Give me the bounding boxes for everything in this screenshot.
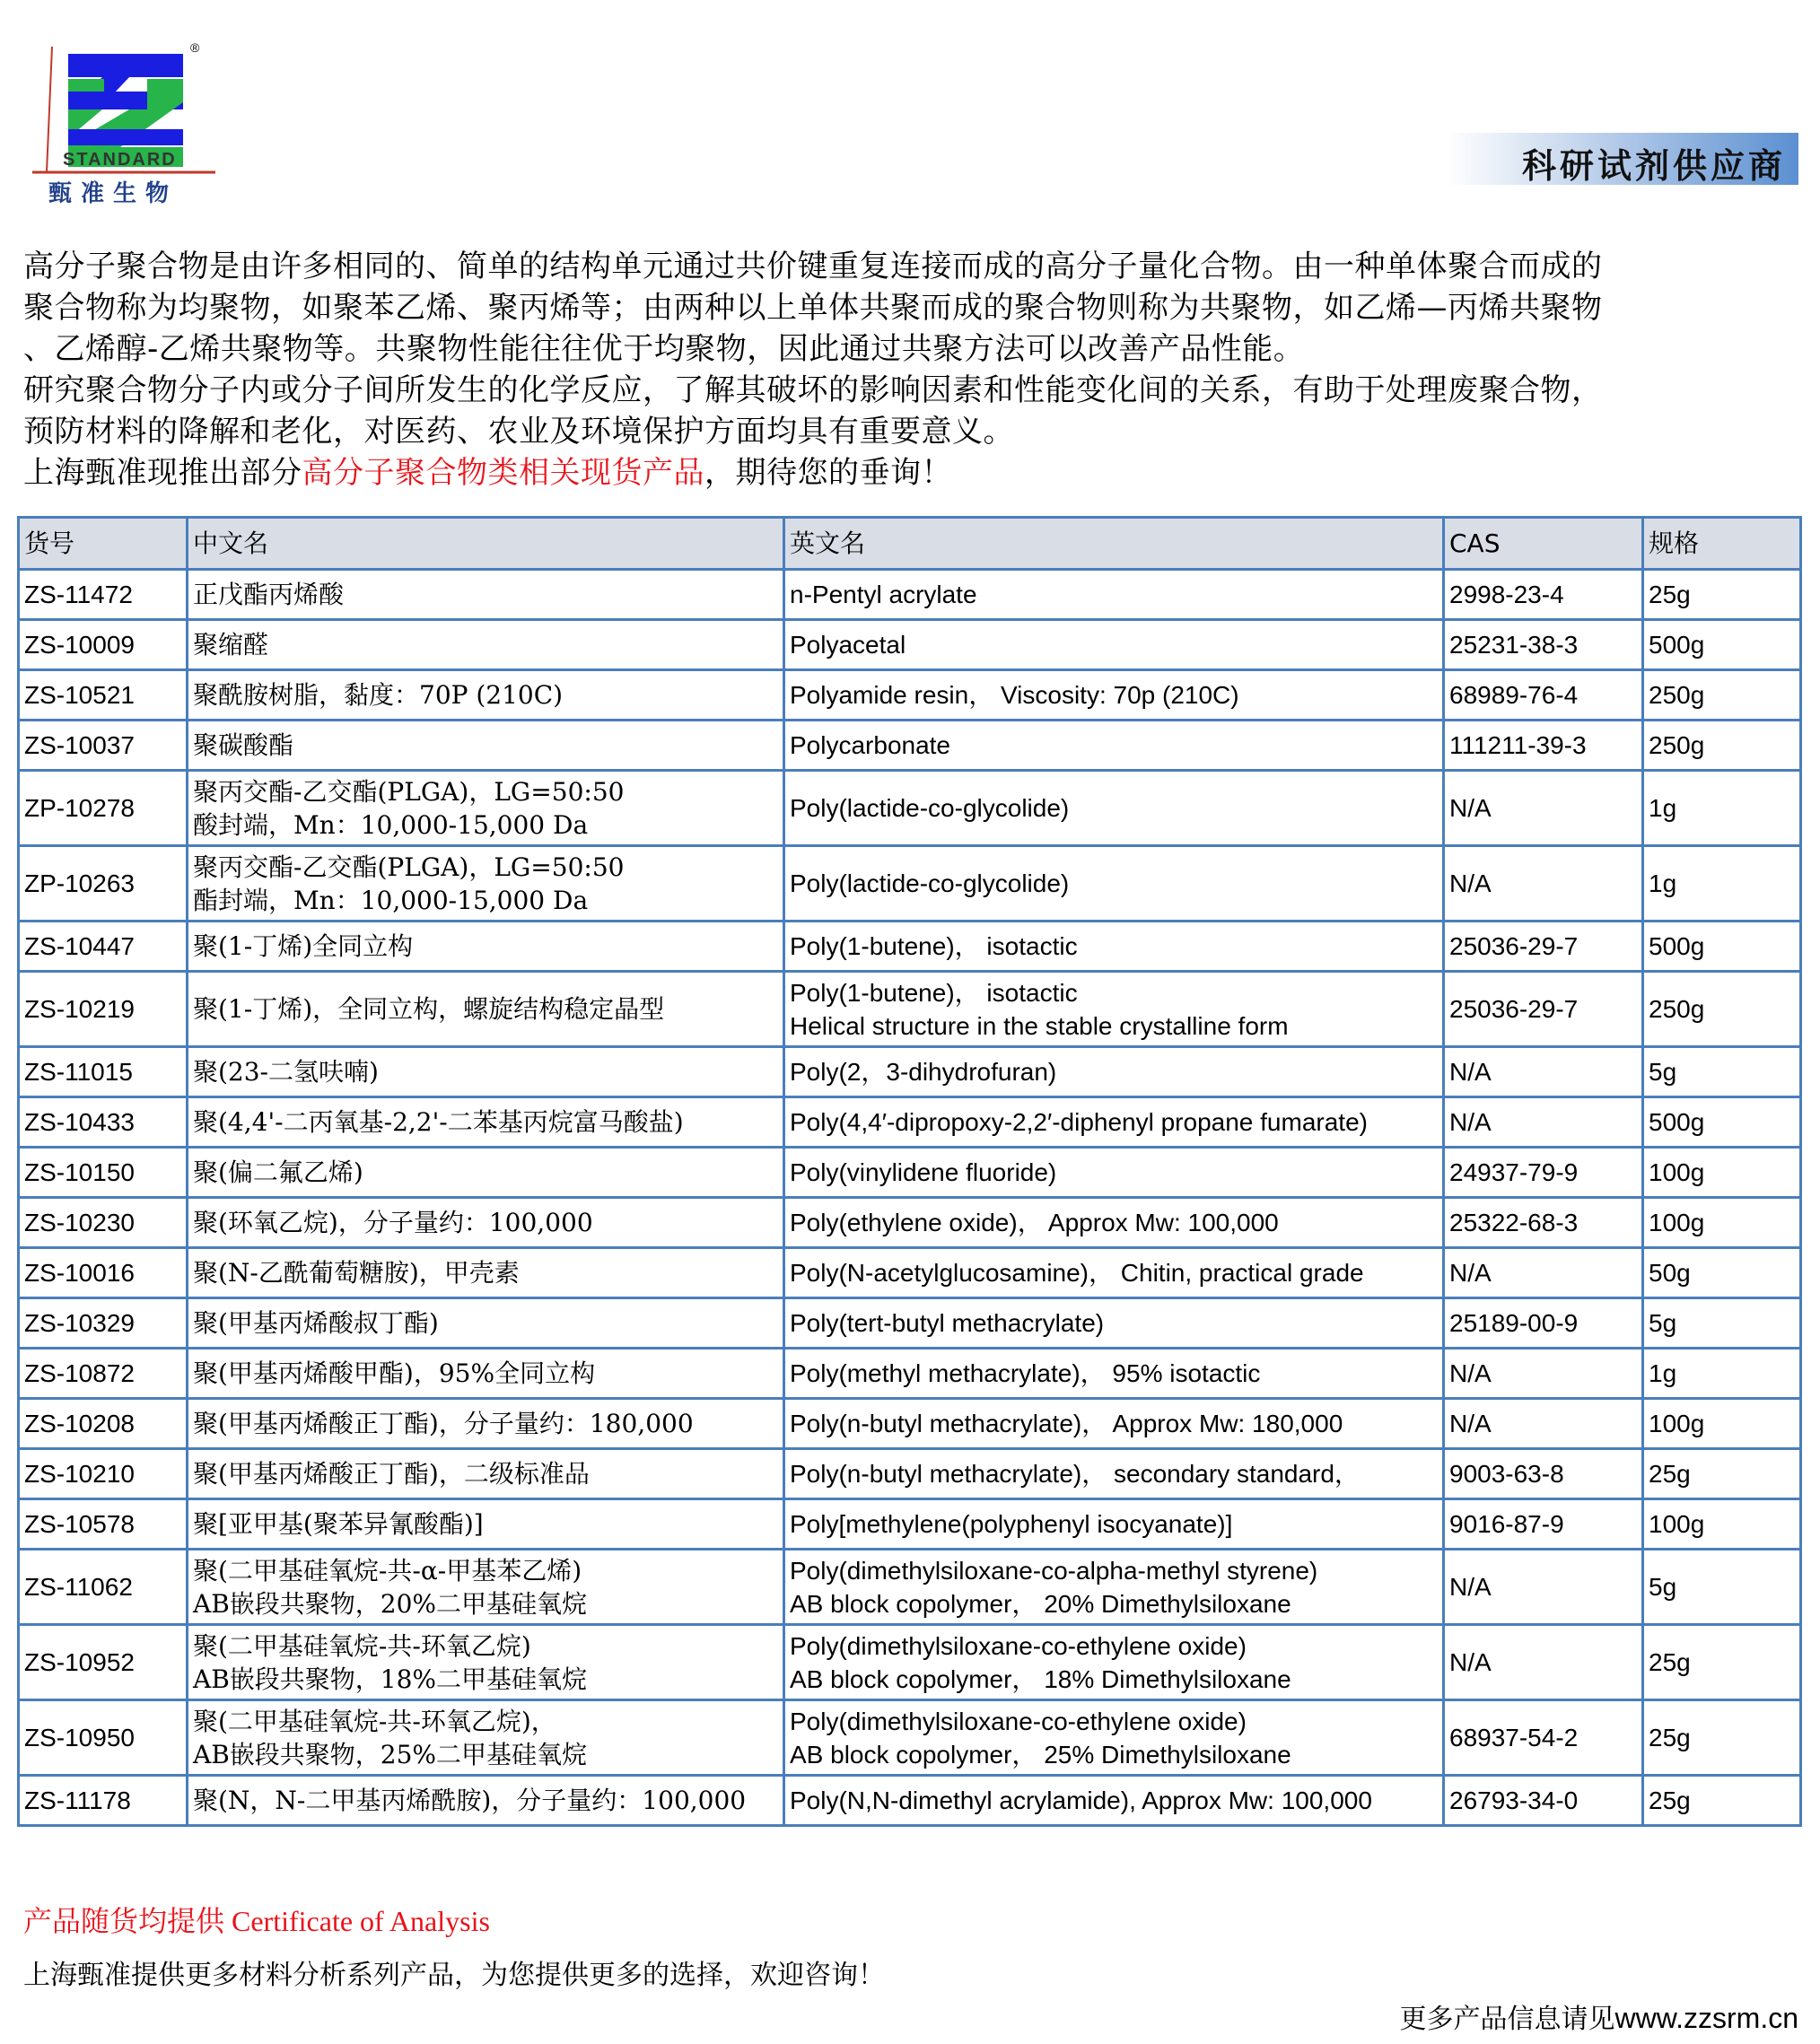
- cell-cn-name-line: 聚(二甲基硅氧烷-共-环氧乙烷): [193, 1630, 531, 1661]
- supplier-banner: [1447, 133, 1798, 185]
- cell-spec-line: 5g: [1649, 1573, 1677, 1601]
- cell-cas-line: 25189-00-9: [1449, 1309, 1579, 1337]
- cell-cas-line: 9003-63-8: [1449, 1460, 1564, 1488]
- cell-cn-name-line: 聚(23-二氢呋喃): [193, 1057, 379, 1087]
- cell-cas: [1444, 570, 1643, 620]
- cell-cas: [1444, 1097, 1643, 1148]
- cell-cas: [1444, 1298, 1643, 1349]
- table-row: [19, 1700, 1801, 1776]
- cell-id-line: ZS-10037: [24, 731, 135, 759]
- cell-cas-line: 68937-54-2: [1449, 1724, 1579, 1751]
- cell-id-line: ZS-11472: [24, 581, 133, 608]
- cell-id-line: ZS-10230: [24, 1209, 135, 1236]
- cell-cas-line: 68989-76-4: [1449, 681, 1579, 709]
- cell-en-name-line: AB block copolymer， 25% Dimethylsiloxane: [790, 1740, 1291, 1769]
- cell-cn-name-line: 酯封端，Mn：10,000-15,000 Da: [193, 885, 589, 915]
- cell-id-line: ZS-10950: [24, 1724, 135, 1751]
- cell-id: [19, 972, 188, 1047]
- cell-cn-name-line: 聚(环氧乙烷)，分子量约：100,000: [193, 1208, 593, 1237]
- cell-cn-name: [188, 620, 784, 670]
- cell-id: [19, 846, 188, 922]
- cell-cn-name: [188, 771, 784, 846]
- cell-en-name-line: Polyacetal: [790, 631, 906, 659]
- cell-en-name-line: Poly(tert-butyl methacrylate): [790, 1309, 1105, 1337]
- cell-cas: [1444, 1625, 1643, 1700]
- cell-en-name: [784, 1399, 1444, 1449]
- cell-cn-name-line: 聚丙交酯-乙交酯(PLGA)，LG=50:50: [193, 852, 625, 882]
- table-row: [19, 771, 1801, 846]
- banner-text: 科研试剂供应商: [1521, 145, 1786, 186]
- cell-cn-name-line: 正戊酯丙烯酸: [193, 580, 345, 609]
- cell-id: [19, 1700, 188, 1776]
- cell-cn-name: [188, 972, 784, 1047]
- cell-id: [19, 721, 188, 771]
- cell-en-name: [784, 1248, 1444, 1298]
- table-row: [19, 1298, 1801, 1349]
- cell-spec: [1643, 1776, 1801, 1826]
- cell-id-line: ZS-11015: [24, 1058, 133, 1086]
- cell-en-name-line: n-Pentyl acrylate: [790, 581, 977, 608]
- cell-spec-line: 100g: [1649, 1209, 1705, 1236]
- cell-cn-name-line: 聚(1-丁烯)，全同立构，螺旋结构稳定晶型: [193, 994, 665, 1024]
- cell-cn-name: [188, 922, 784, 972]
- intro-line: 研究聚合物分子内或分子间所发生的化学反应，了解其破坏的影响因素和性能变化间的关系，有助于处理废聚合物，: [23, 372, 1603, 408]
- cell-cas: [1444, 1700, 1643, 1776]
- cell-cn-name: [188, 1148, 784, 1198]
- cell-cn-name-line: 聚(N，N-二甲基丙烯酰胺)，分子量约：100,000: [193, 1786, 747, 1815]
- cell-en-name-line: Poly(dimethylsiloxane-co-alpha-methyl styrene): [790, 1556, 1318, 1585]
- cell-cn-name-line: 聚(1-丁烯)全同立构: [193, 931, 414, 961]
- cell-cas: [1444, 1349, 1643, 1399]
- cell-id-line: ZS-10578: [24, 1510, 135, 1538]
- cell-id: [19, 771, 188, 846]
- cell-spec-line: 5g: [1649, 1309, 1677, 1337]
- cell-cas-line: N/A: [1449, 869, 1492, 897]
- website-link[interactable]: www.zzsrm.cn: [1614, 2002, 1798, 2034]
- cell-cn-name-line: AB嵌段共聚物，18%二甲基硅氧烷: [193, 1664, 588, 1694]
- cell-cas: [1444, 1148, 1643, 1198]
- cell-id: [19, 1148, 188, 1198]
- cell-en-name-line: Poly(N-acetylglucosamine)， Chitin, practical grade: [790, 1259, 1364, 1287]
- cell-id: [19, 570, 188, 620]
- cell-id: [19, 1298, 188, 1349]
- cell-spec-line: 25g: [1649, 1786, 1691, 1814]
- cell-en-name: [784, 771, 1444, 846]
- cell-spec-line: 500g: [1649, 1108, 1705, 1136]
- cell-spec: [1643, 1700, 1801, 1776]
- cell-en-name: [784, 620, 1444, 670]
- cell-cn-name-line: 聚碳酸酯: [193, 730, 294, 760]
- table-row: [19, 1349, 1801, 1399]
- cell-en-name: [784, 972, 1444, 1047]
- cell-id-line: ZS-10016: [24, 1259, 135, 1287]
- cell-spec: [1643, 1047, 1801, 1097]
- cell-cn-name-line: 聚丙交酯-乙交酯(PLGA)，LG=50:50: [193, 776, 625, 807]
- cell-spec: [1643, 721, 1801, 771]
- cell-cn-name: [188, 1625, 784, 1700]
- cell-spec-line: 100g: [1649, 1158, 1705, 1186]
- cell-cn-name: [188, 570, 784, 620]
- cell-spec: [1643, 620, 1801, 670]
- cell-id: [19, 922, 188, 972]
- coa-note: 产品随货均提供 Certificate of Analysis: [23, 1905, 490, 1937]
- cell-id-line: ZP-10278: [24, 794, 135, 822]
- cell-id: [19, 1449, 188, 1499]
- cell-en-name-line: Poly(N,N-dimethyl acrylamide), Approx Mw: 100,000: [790, 1786, 1372, 1814]
- cell-cn-name-line: 聚(甲基丙烯酸叔丁酯): [193, 1308, 439, 1338]
- cell-spec: [1643, 670, 1801, 721]
- table-row: [19, 1148, 1801, 1198]
- cell-spec-line: 1g: [1649, 794, 1677, 822]
- cell-spec: [1643, 1625, 1801, 1700]
- cell-en-name-line: Poly(n-butyl methacrylate)， Approx Mw: 180,000: [790, 1410, 1343, 1437]
- cell-en-name-line: Poly(2，3-dihydrofuran): [790, 1058, 1057, 1086]
- cell-en-name: [784, 1148, 1444, 1198]
- cell-spec: [1643, 922, 1801, 972]
- cell-id-line: ZS-10329: [24, 1309, 135, 1337]
- table-row: [19, 1625, 1801, 1700]
- cell-cas: [1444, 1047, 1643, 1097]
- table-row: [19, 1550, 1801, 1625]
- website-prefix: 更多产品信息请见: [1399, 2004, 1615, 2035]
- cell-spec-line: 100g: [1649, 1510, 1705, 1538]
- cell-spec: [1643, 972, 1801, 1047]
- cell-id: [19, 1625, 188, 1700]
- cell-en-name-line: Poly(dimethylsiloxane-co-ethylene oxide): [790, 1631, 1247, 1660]
- more-products-note: 上海甄准提供更多材料分析系列产品，为您提供更多的选择，欢迎咨询！: [23, 1960, 885, 1991]
- cell-cas-line: 111211-39-3: [1449, 731, 1587, 759]
- table-row: [19, 846, 1801, 922]
- cell-cn-name: [188, 1399, 784, 1449]
- cell-cn-name: [188, 1499, 784, 1550]
- cell-en-name: [784, 1499, 1444, 1550]
- cell-id-line: ZS-10521: [24, 681, 135, 709]
- cell-id: [19, 1776, 188, 1826]
- cell-cas-line: N/A: [1449, 1058, 1492, 1086]
- cell-spec-line: 25g: [1649, 1724, 1691, 1751]
- cell-cn-name-line: AB嵌段共聚物，25%二甲基硅氧烷: [193, 1739, 588, 1769]
- cell-cn-name: [188, 1047, 784, 1097]
- cell-en-name-line: Helical structure in the stable crystalline form: [790, 1011, 1289, 1040]
- cell-cas: [1444, 1550, 1643, 1625]
- cell-en-name-line: Poly(dimethylsiloxane-co-ethylene oxide): [790, 1707, 1247, 1735]
- table-row: [19, 1776, 1801, 1826]
- cell-en-name: [784, 570, 1444, 620]
- table-row: [19, 1399, 1801, 1449]
- cell-en-name-line: Poly(vinylidene fluoride): [790, 1158, 1057, 1186]
- website-note: [1400, 1996, 1798, 2036]
- cell-id: [19, 1550, 188, 1625]
- cell-en-name: [784, 1550, 1444, 1625]
- cell-id: [19, 670, 188, 721]
- cell-cas-line: N/A: [1449, 1108, 1492, 1136]
- cell-cn-name: [188, 846, 784, 922]
- cell-spec: [1643, 1097, 1801, 1148]
- cell-id: [19, 1198, 188, 1248]
- cell-cas-line: N/A: [1449, 794, 1492, 822]
- cell-en-name: [784, 1349, 1444, 1399]
- cell-id-line: ZS-11062: [24, 1573, 133, 1601]
- cell-cas-line: 25036-29-7: [1449, 995, 1579, 1023]
- cell-spec-line: 25g: [1649, 1648, 1691, 1676]
- cell-cas-line: 26793-34-0: [1449, 1786, 1579, 1814]
- cell-cn-name: [188, 670, 784, 721]
- cell-spec: [1643, 1550, 1801, 1625]
- cell-id-line: ZS-10150: [24, 1158, 135, 1186]
- cell-spec: [1643, 570, 1801, 620]
- cell-spec: [1643, 1349, 1801, 1399]
- cell-spec-line: 250g: [1649, 731, 1705, 759]
- intro-line: 聚合物称为均聚物，如聚苯乙烯、聚丙烯等；由两种以上单体共聚而成的聚合物则称为共聚物，如乙烯—丙烯共聚物: [23, 290, 1603, 326]
- cell-cas: [1444, 620, 1643, 670]
- cell-cn-name-line: 聚(二甲基硅氧烷-共-环氧乙烷)，: [193, 1706, 556, 1736]
- cell-en-name: [784, 846, 1444, 922]
- cell-cn-name-line: 聚(甲基丙烯酸正丁酯)，分子量约：180,000: [193, 1409, 694, 1438]
- cell-id: [19, 1499, 188, 1550]
- cell-id-line: ZP-10263: [24, 869, 135, 897]
- cell-cn-name: [188, 1550, 784, 1625]
- cell-en-name-line: Poly(n-butyl methacrylate)， secondary standard，: [790, 1460, 1360, 1488]
- cell-cas-line: N/A: [1449, 1410, 1492, 1437]
- table-row: [19, 1499, 1801, 1550]
- cell-en-name: [784, 1625, 1444, 1700]
- promo-highlight: 高分子聚合物类相关现货产品: [302, 455, 704, 491]
- cell-en-name-line: Polyamide resin， Viscosity: 70p (210C): [790, 681, 1239, 709]
- cell-id-line: ZS-10952: [24, 1648, 135, 1676]
- cell-spec-line: 250g: [1649, 681, 1705, 709]
- cell-spec: [1643, 1499, 1801, 1550]
- cell-cas: [1444, 771, 1643, 846]
- intro-paragraph: [23, 246, 1809, 494]
- cell-cas-line: N/A: [1449, 1573, 1492, 1601]
- header-spec: 规格: [1643, 518, 1801, 570]
- cell-spec-line: 500g: [1649, 631, 1705, 659]
- cell-id-line: ZS-10208: [24, 1410, 135, 1437]
- company-logo: [31, 39, 215, 210]
- cell-spec: [1643, 1248, 1801, 1298]
- cell-cas-line: 25322-68-3: [1449, 1209, 1579, 1236]
- cell-spec-line: 50g: [1649, 1259, 1691, 1287]
- table-row: [19, 620, 1801, 670]
- cell-cas-line: N/A: [1449, 1259, 1492, 1287]
- cell-cas-line: 9016-87-9: [1449, 1510, 1564, 1538]
- cell-cas-line: 2998-23-4: [1449, 581, 1564, 608]
- cell-id-line: ZS-10433: [24, 1108, 135, 1136]
- promo-suffix: ，期待您的垂询！: [704, 455, 952, 491]
- intro-line: 、乙烯醇-乙烯共聚物等。共聚物性能往往优于均聚物，因此通过共聚方法可以改善产品性能。: [23, 331, 1305, 367]
- cell-id-line: ZS-11178: [24, 1786, 131, 1814]
- cell-spec: [1643, 1298, 1801, 1349]
- intro-line: 高分子聚合物是由许多相同的、简单的结构单元通过共价键重复连接而成的高分子量化合物。由一种单体聚合而成的: [23, 249, 1603, 284]
- cell-cn-name-line: 聚[亚甲基(聚苯异氰酸酯)]: [193, 1509, 484, 1539]
- cell-en-name-line: Polycarbonate: [790, 731, 951, 759]
- promo-prefix: 上海甄准现推出部分: [23, 455, 302, 491]
- cell-cas: [1444, 1399, 1643, 1449]
- cell-cas: [1444, 972, 1643, 1047]
- cell-cn-name-line: 聚(二甲基硅氧烷-共-α-甲基苯乙烯): [193, 1555, 582, 1585]
- header-en-name: 英文名: [784, 518, 1444, 570]
- cell-spec-line: 25g: [1649, 1460, 1691, 1488]
- cell-id: [19, 1248, 188, 1298]
- cell-cn-name: [188, 1248, 784, 1298]
- cell-en-name: [784, 1700, 1444, 1776]
- cell-spec-line: 5g: [1649, 1058, 1677, 1086]
- cell-en-name-line: AB block copolymer， 18% Dimethylsiloxane: [790, 1664, 1291, 1693]
- cell-cas: [1444, 1248, 1643, 1298]
- cell-cas: [1444, 922, 1643, 972]
- cell-cn-name: [188, 1298, 784, 1349]
- cell-spec: [1643, 1449, 1801, 1499]
- cell-cas: [1444, 1776, 1643, 1826]
- table-row: [19, 1047, 1801, 1097]
- cell-spec-line: 1g: [1649, 869, 1677, 897]
- cell-cn-name-line: 酸封端，Mn：10,000-15,000 Da: [193, 809, 589, 840]
- table-row: [19, 1449, 1801, 1499]
- table-row: [19, 922, 1801, 972]
- intro-line-promo: [23, 452, 1809, 494]
- cell-cas-line: N/A: [1449, 1359, 1492, 1387]
- cell-en-name: [784, 1097, 1444, 1148]
- cell-spec: [1643, 771, 1801, 846]
- product-table: [17, 516, 1802, 1827]
- svg-text:®: ®: [190, 40, 200, 55]
- cell-cn-name-line: 聚(4,4'-二丙氧基-2,2'-二苯基丙烷富马酸盐): [193, 1107, 684, 1137]
- table-header-row: [19, 518, 1801, 570]
- cell-cas: [1444, 1449, 1643, 1499]
- cell-id: [19, 1349, 188, 1399]
- cell-spec-line: 500g: [1649, 932, 1705, 960]
- cell-cas: [1444, 1499, 1643, 1550]
- cell-en-name: [784, 1298, 1444, 1349]
- cell-id-line: ZS-10009: [24, 631, 135, 659]
- cell-cn-name-line: 聚(偏二氟乙烯): [193, 1157, 363, 1187]
- cell-spec-line: 250g: [1649, 995, 1705, 1023]
- cell-cn-name: [188, 1776, 784, 1826]
- cell-en-name-line: Poly(1-butene)， isotactic: [790, 932, 1078, 960]
- cell-spec-line: 25g: [1649, 581, 1691, 608]
- cell-id: [19, 1047, 188, 1097]
- cell-spec: [1643, 1198, 1801, 1248]
- table-row: [19, 670, 1801, 721]
- cell-en-name-line: AB block copolymer， 20% Dimethylsiloxane: [790, 1589, 1291, 1618]
- cell-cn-name-line: 聚(甲基丙烯酸正丁酯)，二级标准品: [193, 1459, 590, 1489]
- cell-cn-name: [188, 1097, 784, 1148]
- cell-spec: [1643, 1399, 1801, 1449]
- table-row: [19, 972, 1801, 1047]
- cell-id: [19, 1399, 188, 1449]
- cell-cas-line: 24937-79-9: [1449, 1158, 1579, 1186]
- cell-id-line: ZS-10210: [24, 1460, 135, 1488]
- cell-cas: [1444, 846, 1643, 922]
- cell-spec-line: 1g: [1649, 1359, 1677, 1387]
- header-id: 货号: [19, 518, 188, 570]
- cell-spec: [1643, 1148, 1801, 1198]
- intro-line: 预防材料的降解和老化，对医药、农业及环境保护方面均具有重要意义。: [23, 414, 1014, 450]
- cell-en-name-line: Poly[methylene(polyphenyl isocyanate)]: [790, 1510, 1233, 1538]
- cell-en-name-line: Poly(lactide-co-glycolide): [790, 869, 1070, 897]
- table-row: [19, 1198, 1801, 1248]
- svg-text:甄准生物: 甄准生物: [48, 180, 179, 207]
- cell-cn-name: [188, 1198, 784, 1248]
- cell-cas-line: N/A: [1449, 1648, 1492, 1676]
- cell-en-name: [784, 721, 1444, 771]
- cell-cn-name-line: 聚(N-乙酰葡萄糖胺)，甲壳素: [193, 1258, 520, 1288]
- cell-en-name: [784, 1047, 1444, 1097]
- header-cn-name: 中文名: [188, 518, 784, 570]
- cell-cas-line: 25231-38-3: [1449, 631, 1579, 659]
- cell-cn-name: [188, 721, 784, 771]
- table-row: [19, 1248, 1801, 1298]
- cell-en-name: [784, 922, 1444, 972]
- cell-id-line: ZS-10219: [24, 995, 135, 1023]
- cell-cn-name: [188, 1349, 784, 1399]
- cell-cas: [1444, 670, 1643, 721]
- header-cas: CAS: [1444, 518, 1643, 570]
- table-row: [19, 1097, 1801, 1148]
- cell-cn-name-line: 聚(甲基丙烯酸甲酯)，95%全同立构: [193, 1358, 596, 1388]
- table-row: [19, 570, 1801, 620]
- cell-cn-name: [188, 1449, 784, 1499]
- cell-en-name-line: Poly(lactide-co-glycolide): [790, 794, 1070, 822]
- table-row: [19, 721, 1801, 771]
- cell-id: [19, 1097, 188, 1148]
- cell-id-line: ZS-10872: [24, 1359, 135, 1387]
- cell-en-name: [784, 1776, 1444, 1826]
- svg-text:STANDARD: STANDARD: [63, 150, 177, 170]
- cell-cn-name-line: AB嵌段共聚物，20%二甲基硅氧烷: [193, 1588, 588, 1619]
- cell-cas-line: 25036-29-7: [1449, 932, 1579, 960]
- cell-en-name-line: Poly(4,4′-dipropoxy-2,2′-diphenyl propane fumarate): [790, 1108, 1368, 1136]
- cell-en-name-line: Poly(1-butene)， isotactic: [790, 978, 1078, 1007]
- cell-cas: [1444, 1198, 1643, 1248]
- cell-en-name: [784, 1449, 1444, 1499]
- cell-cn-name: [188, 1700, 784, 1776]
- cell-cn-name-line: 聚缩醛: [193, 630, 269, 659]
- cell-cas: [1444, 721, 1643, 771]
- cell-en-name-line: Poly(ethylene oxide)， Approx Mw: 100,000: [790, 1209, 1279, 1236]
- cell-en-name-line: Poly(methyl methacrylate)， 95% isotactic: [790, 1359, 1261, 1387]
- cell-spec: [1643, 846, 1801, 922]
- cell-en-name: [784, 670, 1444, 721]
- cell-id: [19, 620, 188, 670]
- cell-en-name: [784, 1198, 1444, 1248]
- cell-id-line: ZS-10447: [24, 932, 135, 960]
- cell-spec-line: 100g: [1649, 1410, 1705, 1437]
- cell-cn-name-line: 聚酰胺树脂，黏度：70P (210C): [193, 680, 564, 710]
